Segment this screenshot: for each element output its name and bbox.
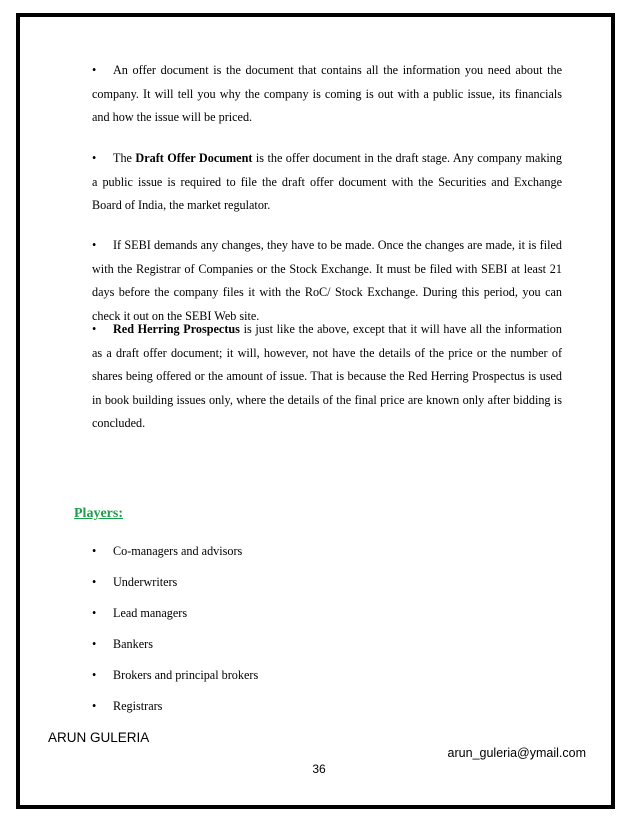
list-item-label: Brokers and principal brokers — [113, 668, 259, 682]
list-item — [92, 698, 162, 714]
list-item-label: Lead managers — [113, 606, 188, 620]
paragraph-text-after: is the offer document in the draft stage. Any company making a public issue is required to file the draft offer document with the Securities and Exchange Board of India, the market regulator. — [92, 151, 562, 212]
paragraph-bold: Draft Offer Document — [135, 151, 253, 165]
bullet-icon: • — [92, 544, 97, 558]
bullet-icon: • — [92, 151, 97, 165]
paragraph-text: The — [113, 151, 136, 165]
players-heading: Players: — [74, 506, 123, 521]
bullet-icon: • — [92, 699, 97, 713]
list-item — [92, 574, 177, 590]
bullet-icon: • — [92, 668, 97, 682]
list-item — [92, 667, 258, 683]
bullet-icon: • — [92, 322, 97, 336]
list-item — [92, 543, 242, 559]
list-item — [92, 636, 153, 652]
bullet-icon: • — [92, 63, 97, 77]
bullet-icon: • — [92, 238, 97, 252]
list-item-label: Bankers — [113, 637, 153, 651]
list-item-label: Co-managers and advisors — [113, 544, 243, 558]
footer-email: arun_guleria@ymail.com — [447, 746, 586, 760]
paragraph-text-after: is just like the above, except that it will have all the information as a draft offer document; it will, however, not have the details of the price or the number of shares being offered or the amount of issue. That is because the Red Herring Prospectus is used in book building issues only, where the details of the final price are known only after bidding is concluded. — [92, 322, 562, 430]
list-item-label: Underwriters — [113, 575, 178, 589]
bullet-icon: • — [92, 606, 97, 620]
bullet-icon: • — [92, 637, 97, 651]
footer-author: ARUN GULERIA — [48, 730, 150, 745]
bullet-icon: • — [92, 575, 97, 589]
paragraph-bold: Red Herring Prospectus — [113, 322, 240, 336]
paragraph-text: If SEBI demands any changes, they have to be made. Once the changes are made, it is filed with the Registrar of Companies or the Stock Exchange. It must be filed with SEBI at least 21 days before the company files it with the RoC/ Stock Exchange. During this period, you can check it out on the SEBI Web site. — [92, 238, 562, 323]
paragraph-red-herring — [92, 318, 562, 436]
list-item — [92, 605, 187, 621]
page-number: 36 — [312, 762, 326, 776]
paragraph-draft-offer — [92, 147, 562, 218]
paragraph-sebi-changes — [92, 234, 562, 328]
paragraph-offer-document — [92, 59, 562, 130]
paragraph-text: An offer document is the document that contains all the information you need about the company. It will tell you why the company is coming is out with a public issue, its financials and how the issue will be priced. — [92, 63, 562, 124]
list-item-label: Registrars — [113, 699, 163, 713]
